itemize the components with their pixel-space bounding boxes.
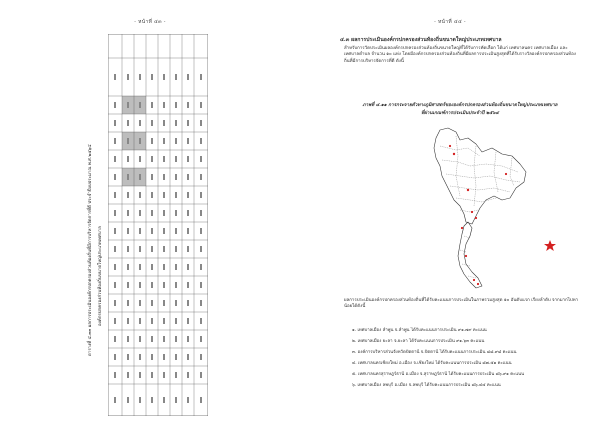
table-cell-mark [151, 102, 153, 108]
table-cell-mark [127, 174, 129, 180]
table-cell-mark [139, 318, 141, 324]
table-cell-mark [163, 228, 165, 234]
table-cell-mark [187, 74, 189, 80]
table-cell-mark [187, 336, 189, 342]
table-cell-mark [175, 318, 177, 324]
table-cell-mark [114, 210, 116, 216]
table-cell-mark [163, 174, 165, 180]
table-cell-mark [151, 246, 153, 252]
table-cell-mark [127, 282, 129, 288]
table-cell-mark [139, 354, 141, 360]
table-cell-mark [139, 102, 141, 108]
table-cell-mark [187, 318, 189, 324]
table-cell-mark [127, 210, 129, 216]
table-cell-mark [127, 300, 129, 306]
table-cell-mark [200, 192, 202, 198]
table-cell-mark [139, 138, 141, 144]
table-cell-mark [187, 228, 189, 234]
table-cell-mark [114, 228, 116, 234]
ranking-item: ๑. เทศบาลเมือง ลำพูน จ.ลำพูน ได้รับคะแนนการประเมิน ๙๑.๗๙ คะแนน [352, 328, 487, 333]
table-cell-mark [114, 264, 116, 270]
table-cell-mark [187, 246, 189, 252]
table-cell-mark [151, 228, 153, 234]
table-cell-mark [127, 372, 129, 378]
table-cell-mark [127, 246, 129, 252]
table-cell-mark [175, 156, 177, 162]
table-cell-mark [163, 264, 165, 270]
table-cell-mark [200, 372, 202, 378]
table-cell-mark [127, 156, 129, 162]
table-cell-mark [151, 156, 153, 162]
ranking-item: ๒. เทศบาลเมือง ยะลา จ.ยะลา ได้รับคะแนนการประเมิน ๙๑.๖๓ คะแนน [352, 339, 485, 344]
thailand-map [410, 126, 570, 294]
table-cell-mark [163, 318, 165, 324]
province-borders [440, 136, 520, 278]
rotated-score-table [108, 34, 208, 416]
ranking-item: ๓. องค์การบริหารส่วนจังหวัดปัตตานี จ.ปัตตานี ได้รับคะแนนการประเมิน ๘๘.๙๘ คะแนน [352, 350, 517, 355]
table-cell-mark [163, 246, 165, 252]
table-cell-mark [200, 318, 202, 324]
table-cell-mark [139, 156, 141, 162]
table-cell-mark [175, 300, 177, 306]
table-cell-mark [163, 397, 165, 403]
table-cell-mark [175, 192, 177, 198]
table-cell-mark [151, 264, 153, 270]
ranking-item: ๕. เทศบาลนครสุราษฎร์ธานี อ.เมือง จ.สุราษฎร์ธานี ได้รับคะแนนการประเมิน ๘๖.๙๑ คะแนน [352, 372, 525, 377]
table-cell-mark [114, 246, 116, 252]
table-cell-mark [200, 264, 202, 270]
table-cell-mark [114, 397, 116, 403]
table-cell-mark [114, 174, 116, 180]
table-cell-mark [139, 192, 141, 198]
table-cell-mark [200, 156, 202, 162]
table-cell-mark [163, 354, 165, 360]
table-subcaption: องค์กรปกครองส่วนท้องถิ่นขนาดใหญ่ประเภทเทศบาล [98, 226, 103, 326]
table-cell-mark [175, 120, 177, 126]
table-cell-mark [175, 372, 177, 378]
table-cell-mark [139, 336, 141, 342]
table-cell-mark [175, 282, 177, 288]
table-cell-mark [200, 246, 202, 252]
table-cell-mark [151, 74, 153, 80]
table-cell-mark [187, 120, 189, 126]
table-caption: ตารางที่ ๔.๓๓ ผลการประเมินองค์กรปกครองส่วนท้องถิ่นที่มีการบริหารจัดการที่ดี ประจำปีงบประมาณ พ.ศ.๒๕๖๔ [88, 144, 93, 356]
table-cell-mark [139, 246, 141, 252]
table-cell-mark [175, 354, 177, 360]
table-cell-mark [139, 120, 141, 126]
table-cell-mark [114, 102, 116, 108]
table-cell-mark [187, 192, 189, 198]
table-cell-mark [114, 120, 116, 126]
table-cell-mark [200, 228, 202, 234]
table-cell-mark [187, 138, 189, 144]
table-cell-mark [175, 174, 177, 180]
table-cell-mark [151, 174, 153, 180]
table-cell-mark [139, 300, 141, 306]
table-cell-mark [200, 397, 202, 403]
table-cell-mark [187, 282, 189, 288]
table-cell-mark [127, 397, 129, 403]
table-cell-mark [127, 318, 129, 324]
legend-star-icon [544, 240, 556, 251]
table-cell-mark [175, 264, 177, 270]
table-cell-mark [127, 264, 129, 270]
table-cell-mark [127, 120, 129, 126]
table-cell-mark [114, 354, 116, 360]
table-cell-mark [127, 102, 129, 108]
table-cell-mark [187, 156, 189, 162]
table-cell-mark [127, 192, 129, 198]
ranking-item: ๖. เทศบาลเมือง ลพบุรี อ.เมือง จ.ลพบุรี ได้รับคะแนนการประเมิน ๘๖.๔๔ คะแนน [352, 383, 501, 388]
table-cell-mark [139, 174, 141, 180]
table-cell-mark [187, 102, 189, 108]
table-cell-mark [151, 354, 153, 360]
table-cell-mark [175, 102, 177, 108]
table-cell-mark [151, 192, 153, 198]
table-cell-mark [127, 336, 129, 342]
table-cell-mark [163, 372, 165, 378]
page-number: - หน้าที่ ๔๔ - [434, 19, 466, 25]
map-outline [434, 128, 526, 288]
table-cell-mark [187, 264, 189, 270]
table-cell-mark [151, 210, 153, 216]
table-cell-mark [114, 282, 116, 288]
table-cell-mark [139, 282, 141, 288]
table-cell-mark [163, 102, 165, 108]
table-cell-mark [200, 336, 202, 342]
table-cell-mark [175, 397, 177, 403]
page-number: - หน้าที่ ๔๓ - [134, 19, 166, 25]
table-cell-mark [139, 228, 141, 234]
table-cell-mark [139, 74, 141, 80]
table-cell-mark [114, 300, 116, 306]
summary-paragraph: ผลการประเมินองค์กรปกครองส่วนท้องถิ่นที่ได้รับคะแนนการประเมินในภาพรวมสูงสุด ๑๐ อันดับแรก เรียงลำดับ จากมากไปหาน้อยได้ดังนี้ [344, 298, 579, 310]
table-cell-mark [151, 336, 153, 342]
table-cell-mark [114, 336, 116, 342]
table-cell-mark [151, 138, 153, 144]
table-cell-mark [163, 300, 165, 306]
table-cell-mark [139, 264, 141, 270]
intro-paragraph: สำหรับการวัดประเมินผลองค์กรปกครองส่วนท้องถิ่นขนาดใหญ่ที่ได้รับการคัดเลือก ได้แก่ เทศบาลนคร เทศบาลเมือง และเทศบาลตำบล จำนวน ๑๐ แห่ง โดยมีองค์กรปกครองส่วนท้องถิ่นที่มีผลการประเมินสูงสุดที่ได้รับรางวัลองค์กรปกครองส่วนท้องถิ่นที่มีการบริหารจัดการที่ดี ดังนี้ [344, 46, 576, 64]
table-cell-mark [151, 397, 153, 403]
table-cell-mark [200, 174, 202, 180]
table-cell-mark [163, 138, 165, 144]
ranking-item: ๔. เทศบาลนครเชียงใหม่ อ.เมือง จ.เชียงใหม่ ได้รับคะแนนการประเมิน ๘๗.๕๑ คะแนน [352, 361, 512, 366]
table-cell-mark [127, 74, 129, 80]
figure-subtitle: ที่ผ่านเกณฑ์การประเมินประจำปี ๒๕๖๔ [421, 111, 499, 116]
table-cell-mark [175, 228, 177, 234]
table-cell-mark [200, 102, 202, 108]
table-cell-mark [151, 300, 153, 306]
table-cell-mark [175, 246, 177, 252]
table-cell-mark [200, 120, 202, 126]
table-grid [108, 34, 208, 416]
map-figure [410, 126, 570, 294]
table-cell-mark [114, 372, 116, 378]
table-cell-mark [200, 138, 202, 144]
table-cell-mark [187, 372, 189, 378]
table-cell-mark [187, 210, 189, 216]
table-cell-mark [175, 210, 177, 216]
table-cell-mark [139, 397, 141, 403]
right-page [300, 0, 600, 424]
table-cell-mark [163, 336, 165, 342]
table-cell-mark [200, 282, 202, 288]
table-cell-mark [139, 372, 141, 378]
table-cell-mark [175, 336, 177, 342]
table-cell-mark [114, 138, 116, 144]
table-cell-mark [114, 192, 116, 198]
municipality-markers [449, 145, 507, 285]
table-cell-mark [200, 74, 202, 80]
table-cell-mark [127, 228, 129, 234]
table-cell-mark [200, 354, 202, 360]
table-cell-mark [187, 354, 189, 360]
section-heading: ๔.๓ ผลการประเมินองค์กรปกครองส่วนท้องถิ่นขนาดใหญ่ประเภทเทศบาล [340, 37, 502, 43]
table-cell-mark [200, 210, 202, 216]
figure-title: ภาพที่ ๔.๑๑ การกระจายตัวทางภูมิศาสตร์ขององค์กรปกครองส่วนท้องถิ่นขนาดใหญ่ประเภทเทศบาล [362, 103, 558, 108]
table-cell-mark [139, 210, 141, 216]
table-cell-mark [114, 74, 116, 80]
table-cell-mark [114, 156, 116, 162]
table-cell-mark [163, 74, 165, 80]
table-cell-mark [163, 120, 165, 126]
table-cell-mark [127, 138, 129, 144]
table-cell-mark [175, 138, 177, 144]
table-cell-mark [151, 372, 153, 378]
table-cell-mark [187, 397, 189, 403]
table-cell-mark [200, 300, 202, 306]
table-cell-mark [163, 192, 165, 198]
table-cell-mark [151, 120, 153, 126]
table-cell-mark [163, 210, 165, 216]
table-cell-mark [114, 318, 116, 324]
table-cell-mark [127, 354, 129, 360]
table-cell-mark [175, 74, 177, 80]
table-cell-mark [187, 174, 189, 180]
table-cell-mark [163, 156, 165, 162]
table-cell-mark [187, 300, 189, 306]
table-cell-mark [163, 282, 165, 288]
table-cell-mark [151, 318, 153, 324]
table-cell-mark [151, 282, 153, 288]
